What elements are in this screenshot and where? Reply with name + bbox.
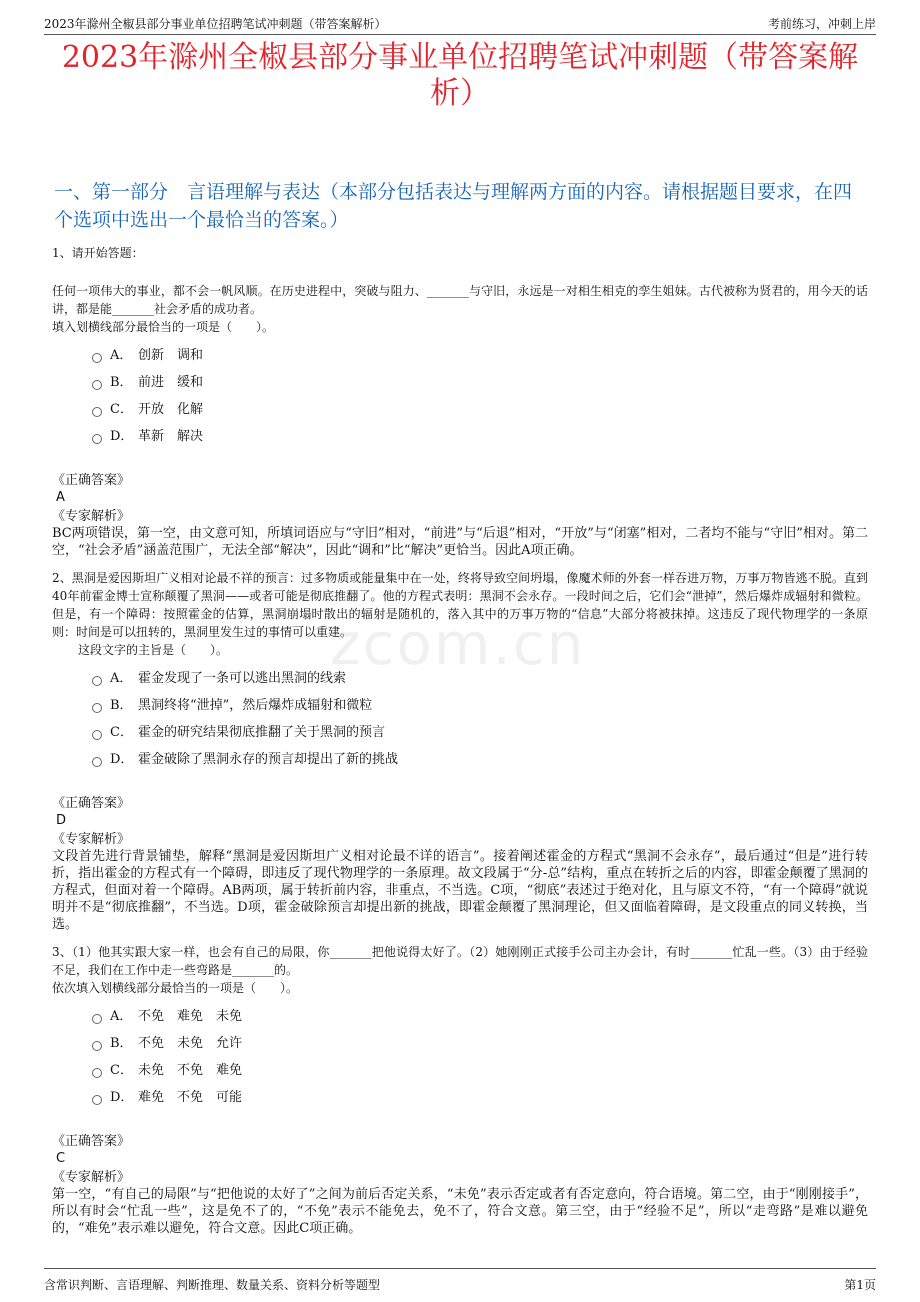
radio-icon[interactable] <box>92 1068 102 1078</box>
option-a[interactable] <box>92 342 868 369</box>
question-stem: 2、黑洞是爱因斯坦广义相对论最不祥的预言：过多物质或能量集中在一处，终将导致空间坍塌，像魔术师的外套一样吞进万物，万事万物皆逃不脱。直到40年前霍金博士宣称颠覆了黑洞——或者可能是彻底推翻了。他的方程式表明：黑洞不会永存。一段时间之后，它们会“泄掉”，然后爆炸成辐射和微粒。但是，有一个障碍：按照霍金的估算，黑洞崩塌时散出的辐射是随机的，落入其中的万事万物的“信息”大部分将被抹掉。这违反了现代物理学的一条原则：时间是可以扭转的，黑洞里发生过的事情可以重建。 <box>52 571 868 639</box>
option-list <box>92 342 868 450</box>
watermark: zcom.cn <box>330 610 586 678</box>
explain-label: 《专家解析》 <box>52 509 131 524</box>
option-c[interactable] <box>92 396 868 423</box>
option-letter: B． <box>110 697 133 713</box>
answer-value: C <box>56 1151 66 1166</box>
question-prompt: 这段文字的主旨是（ ）。 <box>78 643 229 657</box>
footer-topics: 含常识判断、言语理解、判断推理、数量关系、资料分析等题型 <box>44 1277 381 1292</box>
explain-label: 《专家解析》 <box>52 832 131 847</box>
option-c[interactable] <box>92 719 868 746</box>
section-heading: 一、第一部分 言语理解与表达（本部分包括表达与理解两方面的内容。请根据题目要求，在四个选项中选出一个最恰当的答案。） <box>54 181 853 231</box>
radio-icon[interactable] <box>92 730 102 740</box>
option-letter: D． <box>110 751 134 767</box>
option-d[interactable] <box>92 746 868 773</box>
page-footer <box>44 1268 876 1295</box>
question-3 <box>52 943 868 1237</box>
radio-icon[interactable] <box>92 1041 102 1051</box>
option-text: 革新 解决 <box>138 428 204 444</box>
option-letter: C． <box>110 1062 133 1078</box>
option-a[interactable] <box>92 665 868 692</box>
option-letter: D． <box>110 428 134 444</box>
radio-icon[interactable] <box>92 1095 102 1105</box>
answer-label: 《正确答案》 <box>52 473 131 488</box>
radio-icon[interactable] <box>92 353 102 363</box>
option-list <box>92 1003 868 1111</box>
option-text: 不免 难免 未免 <box>138 1008 243 1024</box>
answer-value: A <box>56 490 65 505</box>
question-number: 1、请开始答题： <box>52 246 144 260</box>
question-prompt: 依次填入划横线部分最恰当的一项是（ ）。 <box>52 981 299 995</box>
explain-text: 文段首先进行背景铺垫，解释“黑洞是爱因斯坦广义相对论最不详的语言”。接着阐述霍金的方程式“黑洞不会永存”，最后通过“但是”进行转折，指出霍金的方程式有一个障碍，即违反了现代物理学的一条原理。故文段属于“分-总”结构，重点在转折之后的内容，即霍金颠覆了黑洞的方程式，但面对着一个障碍。AB两项，属于转折前内容，非重点，不当选。C项，“彻底”表述过于绝对化，且与原文不符，“有一个障碍”就说明并不是“彻底推翻”，不当选。D项，霍金破除预言却提出新的挑战，即霍金颠覆了黑洞理论，但又面临着障碍，是文段重点的同义转换，当选。 <box>52 849 868 932</box>
option-text: 霍金的研究结果彻底推翻了关于黑洞的预言 <box>138 724 386 740</box>
option-letter: A． <box>110 670 133 686</box>
answer-label: 《正确答案》 <box>52 1134 131 1149</box>
option-c[interactable] <box>92 1057 868 1084</box>
option-d[interactable] <box>92 1084 868 1111</box>
option-letter: A． <box>110 347 133 363</box>
page-title: 2023年滁州全椒县部分事业单位招聘笔试冲刺题（带答案解析） <box>61 40 859 111</box>
question-prompt: 填入划横线部分最恰当的一项是（ ）。 <box>52 320 275 334</box>
radio-icon[interactable] <box>92 703 102 713</box>
option-letter: D． <box>110 1089 134 1105</box>
option-list <box>92 665 868 773</box>
question-stem: 3、（1）他其实跟大家一样，也会有自己的局限，你_______把他说得太好了。（2）她刚刚正式接手公司主办会计，有时_______忙乱一些。（3）由于经验不足，我们在工作中走一些弯路是_______的。 <box>52 945 868 977</box>
explain-text: 第一空，“有自己的局限”与“把他说的太好了”之间为前后否定关系，“未免”表示否定或者有否定意向，符合语境。第二空，由于“刚刚接手”，所以有时会“忙乱一些”，这是免不了的，“不免”表示不能免去，免不了，符合文意。第三空，由于“经验不足”，所以“走弯路”是难以避免的，“难免”表示难以避免，符合文意。因此C项正确。 <box>52 1187 868 1236</box>
header-slogan: 考前练习，冲刺上岸 <box>767 17 876 31</box>
option-text: 前进 缓和 <box>138 374 204 390</box>
explain-text: BC两项错误，第一空，由文意可知，所填词语应与“守旧”相对，“前进”与“后退”相对，“开放”与“闭塞”相对，二者均不能与“守旧”相对。第二空，“社会矛盾”涵盖范围广，无法全部“解决”，因此“调和”比“解决”更恰当。因此A项正确。 <box>52 526 868 558</box>
option-d[interactable] <box>92 423 868 450</box>
question-list <box>52 244 868 1247</box>
option-letter: C． <box>110 401 133 417</box>
option-b[interactable] <box>92 1030 868 1057</box>
page-number: 第1页 <box>844 1277 876 1292</box>
option-text: 创新 调和 <box>138 347 204 363</box>
option-letter: B． <box>110 374 133 390</box>
page-header <box>44 10 876 35</box>
option-text: 难免 不免 可能 <box>138 1089 243 1105</box>
question-1 <box>52 244 868 559</box>
option-text: 霍金发现了一条可以逃出黑洞的线索 <box>138 670 347 686</box>
option-text: 霍金破除了黑洞永存的预言却提出了新的挑战 <box>138 751 399 767</box>
question-2 <box>52 569 868 933</box>
radio-icon[interactable] <box>92 407 102 417</box>
radio-icon[interactable] <box>92 380 102 390</box>
radio-icon[interactable] <box>92 676 102 686</box>
question-stem: 任何一项伟大的事业，都不会一帆风顺。在历史进程中，突破与阻力、_______与守旧，永远是一对相生相克的孪生姐妹。古代被称为贤君的，用今天的话讲，都是能_______社会矛盾的成功者。 <box>52 284 868 316</box>
option-b[interactable] <box>92 369 868 396</box>
radio-icon[interactable] <box>92 757 102 767</box>
radio-icon[interactable] <box>92 1014 102 1024</box>
option-a[interactable] <box>92 1003 868 1030</box>
option-text: 开放 化解 <box>138 401 204 417</box>
answer-label: 《正确答案》 <box>52 796 131 811</box>
option-letter: C． <box>110 724 133 740</box>
header-doc-title: 2023年滁州全椒县部分事业单位招聘笔试冲刺题（带答案解析） <box>44 17 387 31</box>
radio-icon[interactable] <box>92 434 102 444</box>
answer-value: D <box>56 813 67 828</box>
option-b[interactable] <box>92 692 868 719</box>
option-letter: B． <box>110 1035 133 1051</box>
option-text: 不免 未免 允许 <box>138 1035 243 1051</box>
option-text: 黑洞终将“泄掉”，然后爆炸成辐射和微粒 <box>138 697 373 713</box>
option-text: 未免 不免 难免 <box>138 1062 243 1078</box>
option-letter: A． <box>110 1008 133 1024</box>
explain-label: 《专家解析》 <box>52 1170 131 1185</box>
